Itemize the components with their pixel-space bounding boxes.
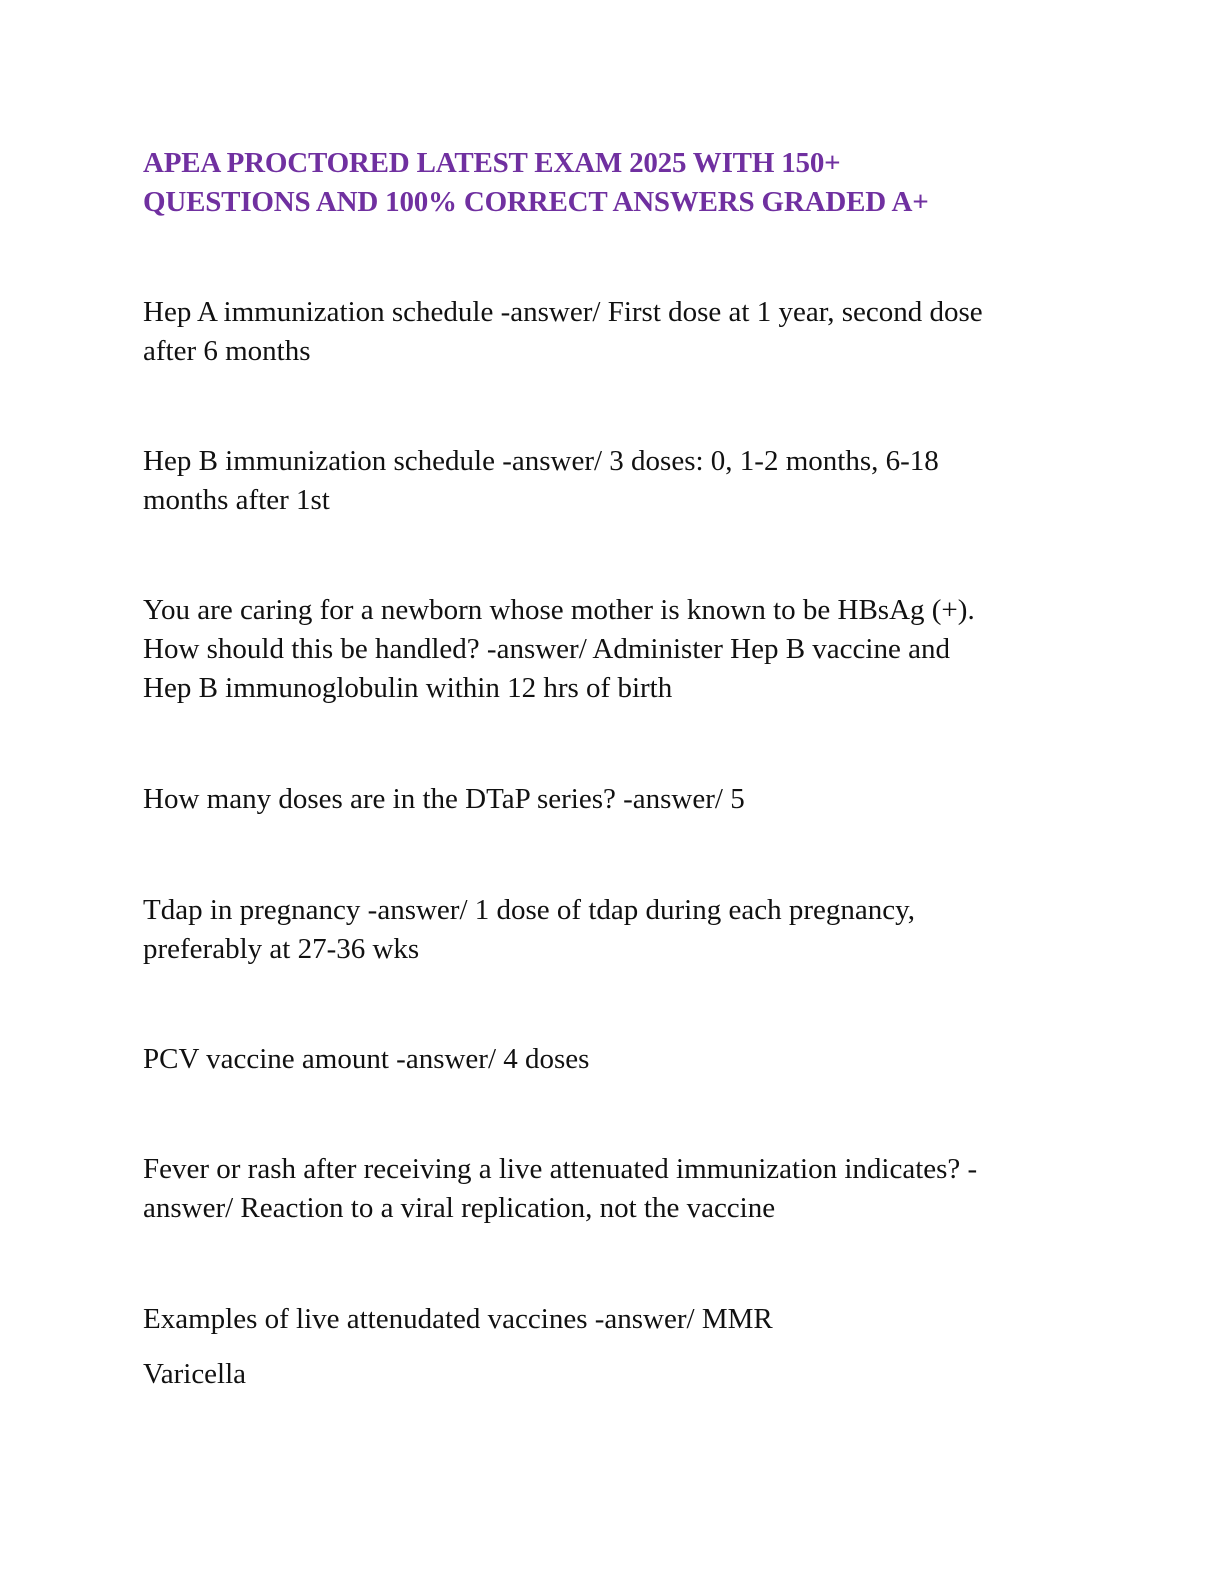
qa-item-hep-b [143,442,1103,520]
qa-item-hbsag-newborn [143,591,1103,708]
qa-item-varicella [143,1355,1103,1394]
qa-line: How should this be handled? -answer/ Administer Hep B vaccine and [143,633,950,665]
qa-line: You are caring for a newborn whose mother is known to be HBsAg (+). [143,594,975,626]
qa-line: PCV vaccine amount -answer/ 4 doses [143,1043,590,1075]
qa-line: Hep B immunoglobulin within 12 hrs of birth [143,672,673,704]
title-line: APEA PROCTORED LATEST EXAM 2025 WITH 150+ [143,147,841,179]
qa-line: Examples of live attenudated vaccines -answer/ MMR [143,1303,773,1335]
qa-line: after 6 months [143,335,311,367]
qa-line: Fever or rash after receiving a live attenuated immunization indicates? - [143,1153,978,1185]
qa-line: Hep B immunization schedule -answer/ 3 doses: 0, 1-2 months, 6-18 [143,445,939,477]
qa-item-live-attenuated-reaction [143,1150,1103,1228]
qa-item-tdap-pregnancy [143,891,1103,969]
qa-line: months after 1st [143,484,330,516]
qa-line: Hep A immunization schedule -answer/ First dose at 1 year, second dose [143,296,983,328]
qa-line: How many doses are in the DTaP series? -answer/ 5 [143,783,745,815]
qa-item-live-vaccine-examples [143,1300,1103,1339]
document-title [143,144,1103,222]
qa-line: answer/ Reaction to a viral replication, not the vaccine [143,1192,776,1224]
qa-line: preferably at 27-36 wks [143,933,420,965]
title-line: QUESTIONS AND 100% CORRECT ANSWERS GRADED A+ [143,186,929,218]
qa-line: Tdap in pregnancy -answer/ 1 dose of tdap during each pregnancy, [143,894,915,926]
qa-item-hep-a [143,293,1103,371]
qa-item-pcv [143,1040,1103,1079]
qa-line: Varicella [143,1358,247,1390]
qa-item-dtap [143,780,1103,819]
